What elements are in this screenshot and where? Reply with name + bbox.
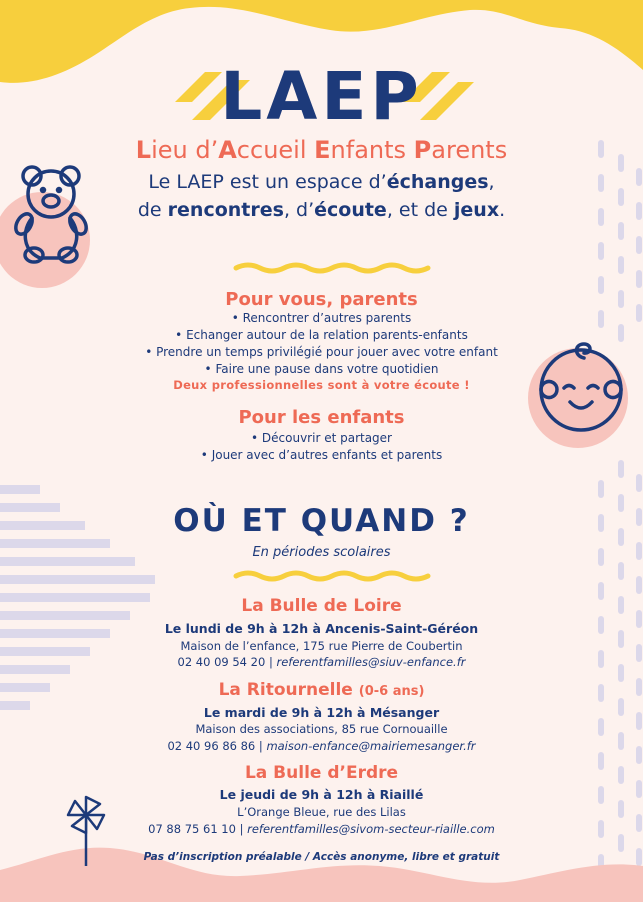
location-age-range: (0-6 ans) — [358, 684, 425, 699]
intro-text: , — [488, 171, 495, 193]
intro-text: . — [499, 199, 506, 221]
intro-emphasis: jeux — [453, 199, 500, 221]
children-list-item: • Découvrir et partager — [0, 430, 643, 447]
location-schedule: Le lundi de 9h à 12h à Ancenis-Saint-Géréon — [164, 621, 479, 636]
lilac-dash — [618, 834, 624, 852]
lilac-dash — [598, 242, 604, 260]
lilac-dash — [618, 256, 624, 274]
squiggle-divider-middle — [236, 573, 428, 579]
professionals-note: Deux professionnelles sont à votre écoute ! — [173, 378, 470, 392]
location-address: Maison des associations, 85 rue Cornouaille — [195, 722, 448, 736]
lilac-dash — [598, 480, 604, 498]
subtitle-word-rest: nfants — [330, 136, 414, 164]
location-phone[interactable]: 02 40 09 54 20 — [177, 655, 266, 669]
subtitle-word-rest: arents — [431, 136, 508, 164]
location-schedule: Le mardi de 9h à 12h à Mésanger — [203, 705, 440, 720]
parents-list-item: • Echanger autour de la relation parents-enfants — [0, 327, 643, 344]
subtitle-initial: A — [218, 136, 237, 164]
lilac-dash — [636, 270, 642, 288]
parents-list-item: • Faire une pause dans votre quotidien — [0, 361, 643, 378]
intro-text: , d’ — [283, 199, 315, 221]
subtitle-word-rest: ccueil — [236, 136, 315, 164]
lilac-dash — [618, 222, 624, 240]
location-phone[interactable]: 02 40 96 86 86 — [167, 739, 256, 753]
parents-list-item: • Prendre un temps privilégié pour jouer avec votre enfant — [0, 344, 643, 361]
location-email[interactable]: maison-enfance@mairiemesanger.fr — [266, 739, 476, 753]
page-title: LAEP — [220, 58, 423, 135]
location-schedule: Le jeudi de 9h à 12h à Riaillé — [219, 787, 424, 802]
squiggle-divider-top — [236, 265, 428, 271]
intro-emphasis: rencontres — [167, 199, 284, 221]
lilac-dash — [636, 576, 642, 594]
lilac-dash — [636, 236, 642, 254]
location-email[interactable]: referentfamilles@sivom-secteur-riaille.com — [247, 822, 495, 836]
location-address: L’Orange Bleue, rue des Lilas — [237, 805, 406, 819]
location-email[interactable]: referentfamilles@siuv-enfance.fr — [276, 655, 466, 669]
location-address: Maison de l’enfance, 175 rue Pierre de Coubertin — [180, 639, 463, 653]
lilac-dash — [636, 474, 642, 492]
intro-text: , et de — [386, 199, 454, 221]
intro-emphasis: écoute — [314, 199, 387, 221]
location-name: La Bulle de Loire — [241, 596, 402, 616]
intro-text: de — [137, 199, 168, 221]
subtitle-initial: E — [314, 136, 331, 164]
children-heading: Pour les enfants — [238, 407, 405, 428]
location-phone[interactable]: 07 88 75 61 10 — [148, 822, 236, 836]
location-name-text: La Ritournelle — [218, 680, 353, 700]
location-contact: 02 40 09 54 20 | referentfamilles@siuv-enfance.fr — [177, 655, 466, 669]
intro-emphasis: échanges — [386, 171, 489, 193]
subtitle-word-rest: ieu d’ — [151, 136, 219, 164]
children-list-item: • Jouer avec d’autres enfants et parents — [0, 447, 643, 464]
intro-line-1 — [0, 168, 643, 196]
location-contact: 02 40 96 86 86 | maison-enfance@mairiemesanger.fr — [167, 739, 476, 753]
footer-note: Pas d’inscription préalable / Accès anonyme, libre et gratuit — [143, 851, 500, 863]
lilac-dash — [618, 562, 624, 580]
subtitle-initial: L — [135, 136, 152, 164]
location-contact: 07 88 75 61 10 | referentfamilles@sivom-secteur-riaille.com — [148, 822, 495, 836]
intro-line-2 — [0, 196, 643, 224]
where-when-heading: OÙ ET QUAND ? — [173, 503, 470, 539]
subtitle-initial: P — [413, 136, 432, 164]
periods-note: En périodes scolaires — [252, 545, 391, 560]
page-subtitle — [0, 136, 643, 164]
parents-list-item: • Rencontrer d’autres parents — [0, 310, 643, 327]
location-name: La Bulle d’Erdre — [244, 763, 399, 783]
parents-heading: Pour vous, parents — [225, 289, 418, 310]
intro-text: Le LAEP est un espace d’ — [148, 171, 387, 193]
location-name — [0, 680, 643, 700]
